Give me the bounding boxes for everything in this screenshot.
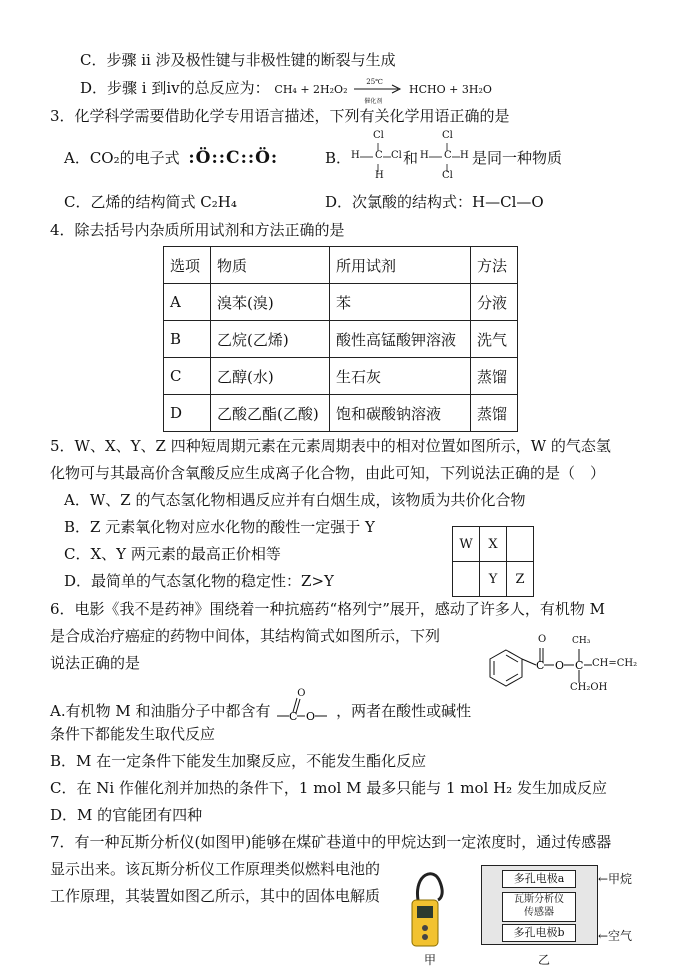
table-cell: 苯 [330,284,471,321]
table-row [164,321,518,358]
q3-stem: 3．化学科学需要借助化学专用语言描述，下列有关化学用语正确的是 [50,107,510,125]
table-cell: 生石灰 [330,358,471,395]
sensor-label-line2: 传感器 [524,907,554,918]
q2-eq-left: CH₄ + 2H₂O₂ [274,83,348,96]
table-cell: A [164,284,211,321]
col-header-reagent: 所用试剂 [330,247,471,284]
methyl-group: CH₃ [572,636,591,646]
grid-cell: Z [507,562,534,597]
table-cell: 蒸馏 [471,358,518,395]
svg-text:O: O [555,659,565,672]
q7-stem-line1: 7．有一种瓦斯分析仪(如图甲)能够在煤矿巷道中的甲烷达到一定浓度时，通过传感器 [50,833,612,851]
q3-option-c: C．乙烯的结构简式 C₂H₄ [64,193,237,211]
svg-text:C: C [289,710,298,723]
dichloromethane-structure-2 [420,130,472,184]
table-row [164,395,518,432]
mol2-top: Cl [442,130,453,141]
q6-option-c: C．在 Ni 作催化剂并加热的条件下，1 mol M 最多只能与 1 mol H₂ 发生加成反应 [50,779,607,797]
carbonyl-oxygen: O [538,634,547,645]
q6-option-b: B．M 在一定条件下能发生加聚反应，不能发生酯化反应 [50,752,427,770]
mol1-top: Cl [373,130,384,141]
mol1-left: H [351,150,360,161]
grid-cell [453,562,480,597]
q3-option-a [64,148,278,168]
table-cell: 溴苯(溴) [211,284,330,321]
table-header-row [164,247,518,284]
svg-text:C: C [575,659,584,672]
svg-text:O: O [306,710,316,723]
q5-option-d: D．最简单的气态氢化物的稳定性：Z>Y [64,572,334,590]
benzene-ring-icon [484,634,644,704]
electrode-b: 多孔电极b [502,924,576,942]
q6-option-a-line2: 条件下都能发生取代反应 [50,725,216,743]
q6-option-a-line1 [50,690,471,726]
table-row [164,358,518,395]
table-cell: 乙烷(乙烯) [211,321,330,358]
q5-option-a: A．W、Z 的气态氢化物相遇反应并有白烟生成，该物质为共价化合物 [64,491,526,509]
figure-b-label: 乙 [538,953,551,967]
sensor-box [502,892,576,922]
q5-stem-line2: 化物可与其最高价含氧酸反应生成离子化合物，由此可知，下列说法正确的是（ ） [50,464,606,482]
mol1-right: Cl [391,150,402,161]
table-cell: 分液 [471,284,518,321]
q7-stem-line2: 显示出来。该瓦斯分析仪工作原理类似燃料电池的 [50,860,381,878]
dichloromethane-structure-1 [351,130,403,184]
electrode-a: 多孔电极a [502,870,576,888]
col-header-method: 方法 [471,247,518,284]
q2-option-d-prefix: D．步骤 ⅰ 到ⅳ的总反应为： [80,79,270,97]
q4-table [163,246,518,432]
grid-cell: X [480,527,507,562]
periodic-position-grid [452,526,534,597]
q6-stem-line2: 是合成治疗癌症的药物中间体，其结构简式如图所示，下列 [50,627,441,645]
col-header-option: 选项 [164,247,211,284]
ester-carbonyl-o: O [297,688,306,699]
methane-inlet-label: ←甲烷 [598,872,633,886]
table-cell: 酸性高锰酸钾溶液 [330,321,471,358]
q4-stem: 4．除去括号内杂质所用试剂和方法正确的是 [50,221,345,239]
table-cell: 乙酸乙酯(乙酸) [211,395,330,432]
hydroxymethyl-group: CH₂OH [570,682,608,693]
col-header-substance: 物质 [211,247,330,284]
sensor-label-line1: 瓦斯分析仪 [514,894,564,905]
table-cell: C [164,358,211,395]
q3-option-b-prefix: B． [325,149,352,167]
table-cell: B [164,321,211,358]
figure-a-label: 甲 [424,953,437,967]
mol1-center: C [375,150,383,161]
q5-option-c: C．X、Y 两元素的最高正价相等 [64,545,281,563]
mol2-bottom: Cl [442,170,453,181]
vinyl-group: CH=CH₂ [592,658,638,669]
grid-cell: Y [480,562,507,597]
q3-option-b-and: 和 [403,149,419,167]
q2-option-c: C．步骤 ⅱ 涉及极性键与非极性键的断裂与生成 [80,51,396,69]
q3-option-a-prefix: A．CO₂的电子式 [64,149,180,167]
q6-option-d: D．M 的官能团有四种 [50,806,203,824]
ester-group-icon [275,690,331,726]
svg-text:C: C [536,659,545,672]
q6-stem-line3: 说法正确的是 [50,654,141,672]
q6-stem-line1: 6．电影《我不是药神》围绕着一种抗癌药“格列宁”展开，感动了许多人，有机物 M [50,600,606,618]
q2-arrow-top: 25℃ [366,78,384,86]
grid-row [453,527,534,562]
mol2-right: H [460,150,469,161]
q3-option-b-tail: 是同一种物质 [472,149,563,167]
gas-sensor-diagram [481,865,598,945]
compound-m-structure [484,634,644,704]
co2-electron-formula: :Ö::C::Ö: [188,148,279,168]
mol2-left: H [420,150,429,161]
table-cell: 饱和碳酸钠溶液 [330,395,471,432]
table-row [164,284,518,321]
q2-eq-right: HCHO + 3H₂O [409,83,492,96]
q2-arrow-bottom: 催化剂 [364,98,383,105]
grid-cell: W [453,527,480,562]
q2-eq-arrow [352,78,404,105]
table-cell: 乙醇(水) [211,358,330,395]
mol1-bottom: H [375,170,384,181]
q2-option-d [80,78,492,105]
gas-analyzer-device-figure [404,864,454,948]
table-cell: 蒸馏 [471,395,518,432]
grid-row [453,562,534,597]
grid-cell [507,527,534,562]
q6-option-a-part1: A.有机物 M 和油脂分子中都含有 [50,702,271,720]
mol2-center: C [444,150,452,161]
q3-option-d: D．次氯酸的结构式：H—Cl—O [325,193,544,211]
table-cell: D [164,395,211,432]
table-cell: 洗气 [471,321,518,358]
q5-option-b: B．Z 元素氧化物对应水化物的酸性一定强于 Y [64,518,375,536]
q5-stem-line1: 5．W、X、Y、Z 四种短周期元素在元素周期表中的相对位置如图所示，W 的气态氢 [50,437,611,455]
q7-stem-line3: 工作原理，其装置如图乙所示，其中的固体电解质 [50,887,381,905]
q6-option-a-part2: ，两者在酸性或碱性 [336,702,472,720]
air-inlet-label: ←空气 [598,929,633,943]
